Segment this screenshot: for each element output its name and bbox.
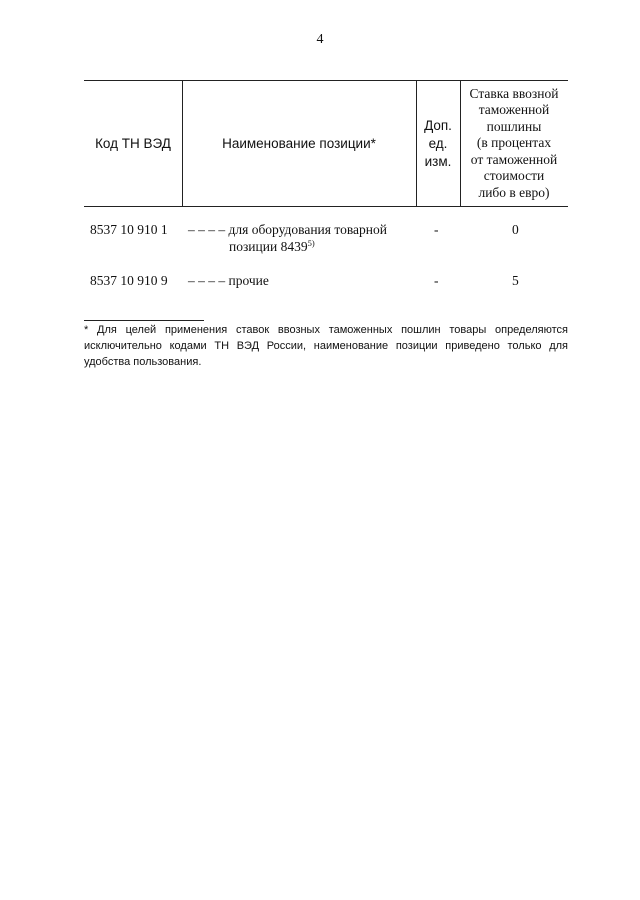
- row-unit: -: [434, 222, 439, 237]
- table-row: [84, 221, 568, 265]
- row-name: [188, 221, 416, 255]
- header-name: Наименование позиции*: [222, 136, 376, 151]
- row-code: 8537 10 910 9: [90, 273, 168, 288]
- row-name-line: – – – – для оборудования товарной: [188, 222, 387, 237]
- header-unit: Доп. ед. изм.: [424, 117, 452, 169]
- row-code: 8537 10 910 1: [90, 222, 168, 237]
- row-rate: 0: [512, 222, 519, 237]
- table-row: [84, 272, 568, 292]
- row-rate: 5: [512, 273, 519, 288]
- header-rate: Ставка ввозной таможенной пошлины (в процентах от таможенной стоимости либо в евро): [469, 86, 559, 200]
- tariff-table: [84, 80, 568, 292]
- page-number: 4: [316, 32, 324, 47]
- table-header: [84, 80, 568, 207]
- footnote-ref: 5): [307, 238, 315, 248]
- row-unit: -: [434, 273, 439, 288]
- header-code: Код ТН ВЭД: [95, 136, 171, 151]
- row-name-line: позиции 8439$^{5)}$: [229, 238, 315, 254]
- footnote: * Для целей применения ставок ввозных таможенных пошлин товары определяются исключительно кодами ТН ВЭД России, наименование позиции приведено только для удобства пользования.: [84, 324, 568, 368]
- row-name: – – – – прочие: [188, 273, 269, 288]
- footnote-separator: [84, 320, 204, 321]
